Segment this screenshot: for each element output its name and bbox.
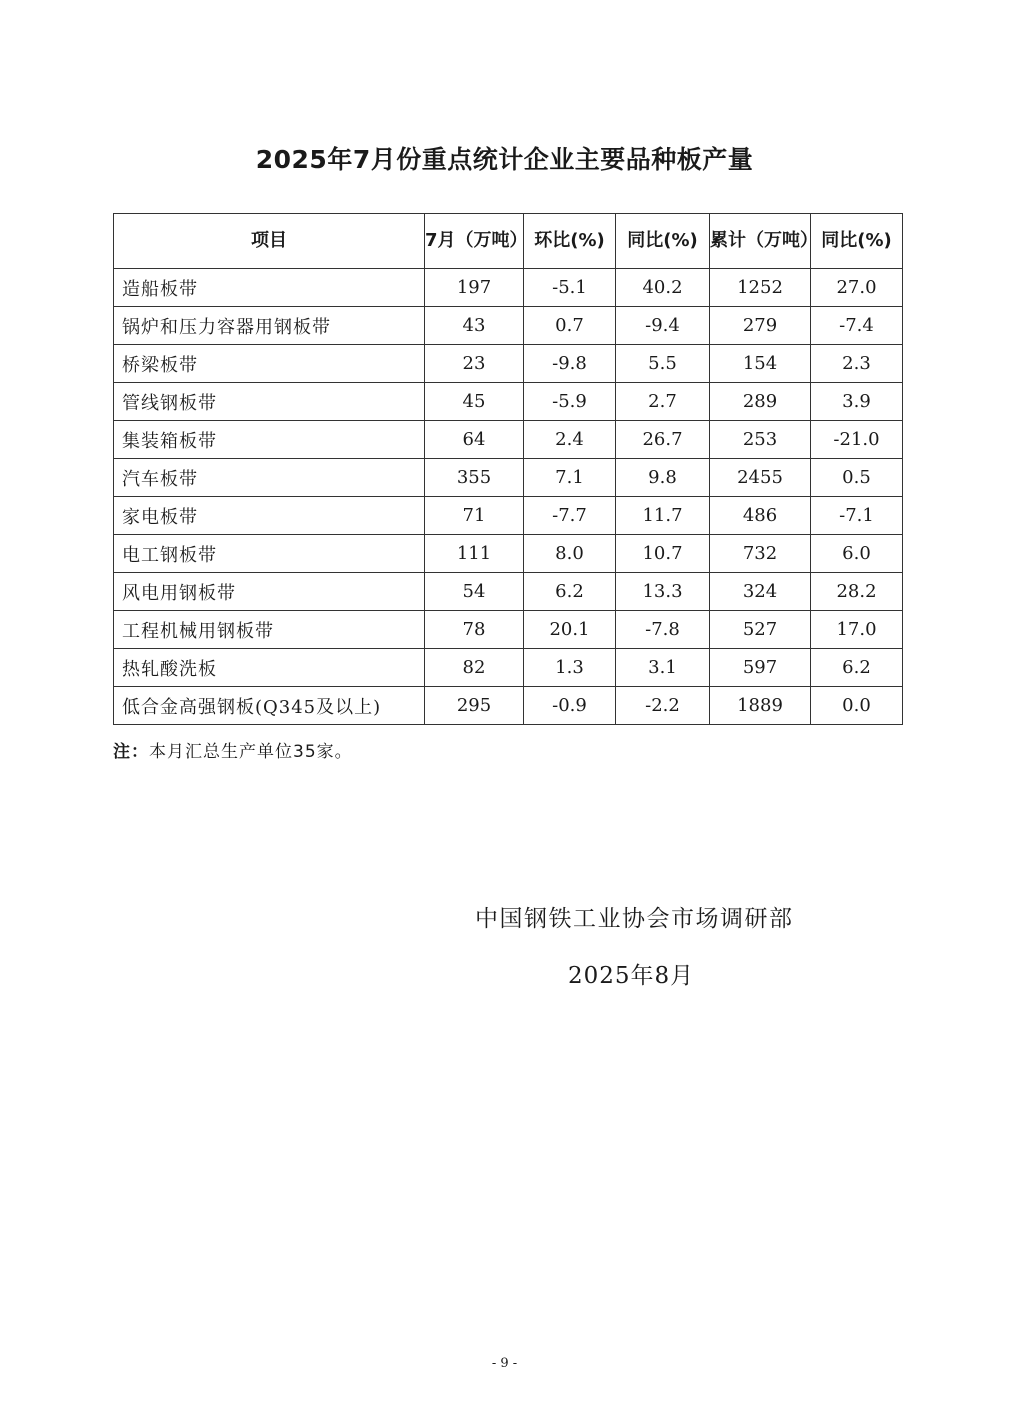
cell-value: -7.4 bbox=[811, 307, 903, 345]
cell-value: 111 bbox=[425, 535, 524, 573]
signature-date: 2025年8月 bbox=[568, 963, 695, 989]
cell-value: 1252 bbox=[710, 269, 811, 307]
cell-value: 1889 bbox=[710, 687, 811, 725]
cell-value: 3.1 bbox=[616, 649, 710, 687]
cell-value: -5.9 bbox=[524, 383, 616, 421]
cell-value: 11.7 bbox=[616, 497, 710, 535]
cell-value: 6.2 bbox=[524, 573, 616, 611]
cell-value: 3.9 bbox=[811, 383, 903, 421]
table-row bbox=[114, 307, 903, 345]
cell-value: -0.9 bbox=[524, 687, 616, 725]
cell-item: 锅炉和压力容器用钢板带 bbox=[114, 307, 425, 345]
cell-value: 597 bbox=[710, 649, 811, 687]
cell-value: -9.8 bbox=[524, 345, 616, 383]
cell-value: 28.2 bbox=[811, 573, 903, 611]
cell-value: 527 bbox=[710, 611, 811, 649]
cell-value: 17.0 bbox=[811, 611, 903, 649]
cell-value: 64 bbox=[425, 421, 524, 459]
cell-value: 6.0 bbox=[811, 535, 903, 573]
header-item: 项目 bbox=[114, 214, 425, 269]
cell-value: 2.3 bbox=[811, 345, 903, 383]
cell-item: 汽车板带 bbox=[114, 459, 425, 497]
cell-value: 0.5 bbox=[811, 459, 903, 497]
cell-value: 71 bbox=[425, 497, 524, 535]
table-row bbox=[114, 611, 903, 649]
signature-organization: 中国钢铁工业协会市场调研部 bbox=[475, 906, 794, 932]
cell-value: 0.0 bbox=[811, 687, 903, 725]
cell-value: 2.4 bbox=[524, 421, 616, 459]
cell-value: 10.7 bbox=[616, 535, 710, 573]
cell-value: -21.0 bbox=[811, 421, 903, 459]
cell-value: 26.7 bbox=[616, 421, 710, 459]
cell-value: -2.2 bbox=[616, 687, 710, 725]
cell-value: 732 bbox=[710, 535, 811, 573]
cell-value: 9.8 bbox=[616, 459, 710, 497]
cell-value: 27.0 bbox=[811, 269, 903, 307]
header-cumulative: 累计（万吨） bbox=[710, 214, 811, 269]
cell-item: 桥梁板带 bbox=[114, 345, 425, 383]
cell-value: -7.7 bbox=[524, 497, 616, 535]
table-row bbox=[114, 687, 903, 725]
table-row bbox=[114, 573, 903, 611]
cell-value: 23 bbox=[425, 345, 524, 383]
header-yoy: 同比(%) bbox=[616, 214, 710, 269]
table-note bbox=[113, 737, 353, 762]
cell-value: 355 bbox=[425, 459, 524, 497]
cell-value: -9.4 bbox=[616, 307, 710, 345]
cell-value: 486 bbox=[710, 497, 811, 535]
table-row bbox=[114, 649, 903, 687]
cell-value: 197 bbox=[425, 269, 524, 307]
cell-value: 40.2 bbox=[616, 269, 710, 307]
cell-item: 造船板带 bbox=[114, 269, 425, 307]
cell-item: 集装箱板带 bbox=[114, 421, 425, 459]
cell-value: 324 bbox=[710, 573, 811, 611]
cell-value: 0.7 bbox=[524, 307, 616, 345]
table-row bbox=[114, 497, 903, 535]
cell-value: 2455 bbox=[710, 459, 811, 497]
cell-value: 154 bbox=[710, 345, 811, 383]
cell-value: -5.1 bbox=[524, 269, 616, 307]
header-month-output: 7月（万吨） bbox=[425, 214, 524, 269]
cell-value: 78 bbox=[425, 611, 524, 649]
cell-item: 热轧酸洗板 bbox=[114, 649, 425, 687]
cell-value: 253 bbox=[710, 421, 811, 459]
cell-item: 工程机械用钢板带 bbox=[114, 611, 425, 649]
cell-value: 8.0 bbox=[524, 535, 616, 573]
table-row bbox=[114, 459, 903, 497]
cell-value: -7.1 bbox=[811, 497, 903, 535]
table-row bbox=[114, 421, 903, 459]
cell-value: 289 bbox=[710, 383, 811, 421]
cell-value: 45 bbox=[425, 383, 524, 421]
header-cumulative-yoy: 同比(%) bbox=[811, 214, 903, 269]
note-text: 本月汇总生产单位35家。 bbox=[149, 742, 353, 762]
cell-value: 1.3 bbox=[524, 649, 616, 687]
cell-value: 43 bbox=[425, 307, 524, 345]
note-label: 注： bbox=[113, 742, 149, 762]
cell-value: 295 bbox=[425, 687, 524, 725]
table-row bbox=[114, 535, 903, 573]
header-mom: 环比(%) bbox=[524, 214, 616, 269]
production-table bbox=[113, 213, 903, 725]
cell-item: 低合金高强钢板(Q345及以上) bbox=[114, 687, 425, 725]
page-number: - 9 - bbox=[491, 1356, 518, 1371]
table-row bbox=[114, 383, 903, 421]
cell-value: 2.7 bbox=[616, 383, 710, 421]
document-title: 2025年7月份重点统计企业主要品种板产量 bbox=[255, 145, 754, 174]
cell-item: 管线钢板带 bbox=[114, 383, 425, 421]
cell-value: 6.2 bbox=[811, 649, 903, 687]
cell-value: 82 bbox=[425, 649, 524, 687]
cell-value: 13.3 bbox=[616, 573, 710, 611]
cell-item: 风电用钢板带 bbox=[114, 573, 425, 611]
cell-value: 279 bbox=[710, 307, 811, 345]
cell-item: 家电板带 bbox=[114, 497, 425, 535]
cell-value: -7.8 bbox=[616, 611, 710, 649]
cell-value: 7.1 bbox=[524, 459, 616, 497]
table-header-row bbox=[114, 214, 903, 269]
cell-item: 电工钢板带 bbox=[114, 535, 425, 573]
table-row bbox=[114, 345, 903, 383]
table-row bbox=[114, 269, 903, 307]
cell-value: 54 bbox=[425, 573, 524, 611]
cell-value: 5.5 bbox=[616, 345, 710, 383]
cell-value: 20.1 bbox=[524, 611, 616, 649]
